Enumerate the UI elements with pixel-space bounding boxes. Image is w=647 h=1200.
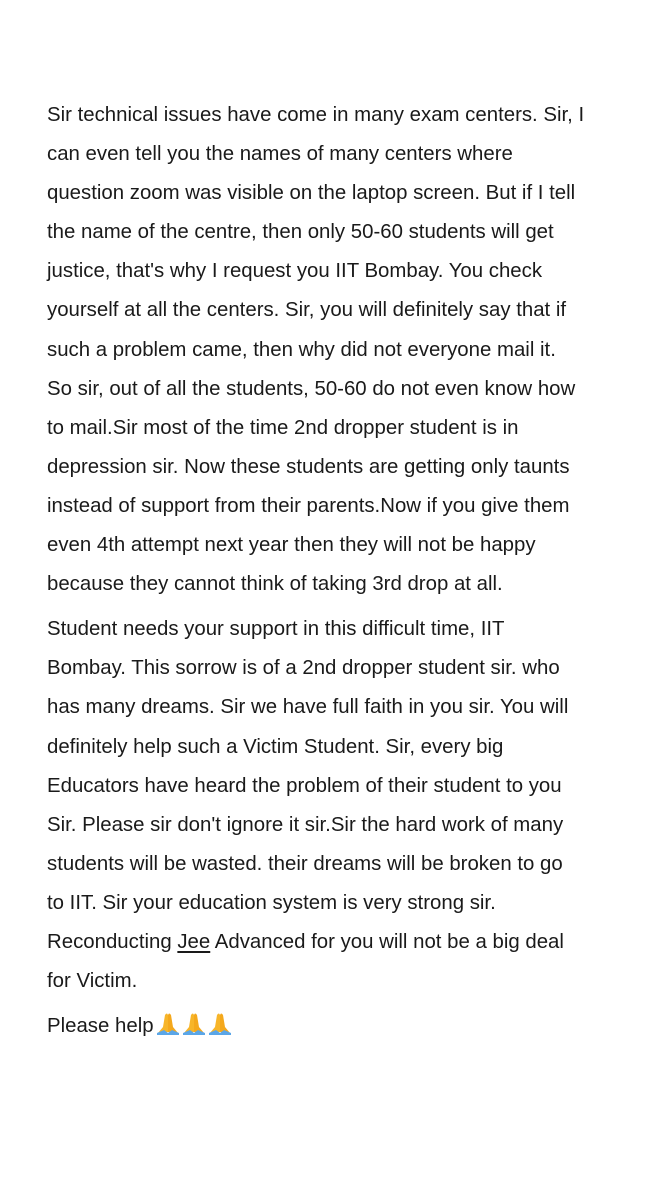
text-line: instead of support from their parents.Now if you give them bbox=[47, 494, 570, 517]
text-line: Sir technical issues have come in many exam centers. Sir, I bbox=[47, 104, 585, 126]
text-line: Student needs your support in this difficult time, IIT bbox=[47, 618, 505, 641]
text-line: students will be wasted. their dreams will be broken to go bbox=[47, 852, 563, 875]
closing-text: Please help bbox=[47, 1015, 154, 1038]
text-line: such a problem came, then why did not everyone mail it. bbox=[47, 338, 556, 361]
text-line: to IIT. Sir your education system is very strong sir. bbox=[47, 891, 496, 914]
paragraph-1 bbox=[47, 96, 627, 604]
text-fragment: Advanced for you will not be a big deal bbox=[210, 930, 564, 953]
text-fragment: Reconducting bbox=[47, 930, 178, 953]
text-line: even 4th attempt next year then they will not be happy bbox=[47, 534, 536, 557]
text-line: because they cannot think of taking 3rd drop at all. bbox=[47, 573, 503, 596]
text-line: definitely help such a Victim Student. Sir, every big bbox=[47, 735, 504, 758]
text-line: the name of the centre, then only 50-60 students will get bbox=[47, 221, 554, 244]
text-line: can even tell you the names of many centers where bbox=[47, 143, 513, 166]
text-line-with-link bbox=[47, 923, 627, 962]
jee-link[interactable]: Jee bbox=[177, 930, 211, 953]
folded-hands-icon bbox=[155, 1011, 233, 1035]
closing-line bbox=[47, 1007, 627, 1046]
text-line: yourself at all the centers. Sir, you will definitely say that if bbox=[47, 299, 567, 322]
text-line: Bombay. This sorrow is of a 2nd dropper student sir. who bbox=[47, 657, 560, 680]
text-line: So sir, out of all the students, 50-60 do not even know how bbox=[47, 377, 576, 400]
text-line: has many dreams. Sir we have full faith in you sir. You will bbox=[47, 696, 569, 719]
text-line: to mail.Sir most of the time 2nd dropper student is in bbox=[47, 416, 519, 439]
text-line: Educators have heard the problem of their student to you bbox=[47, 774, 562, 797]
text-line: Sir. Please sir don't ignore it sir.Sir the hard work of many bbox=[47, 813, 564, 836]
text-line: for Victim. bbox=[47, 970, 138, 993]
document-body bbox=[47, 96, 627, 1052]
text-line: depression sir. Now these students are getting only taunts bbox=[47, 455, 570, 478]
text-line: justice, that's why I request you IIT Bombay. You check bbox=[47, 260, 543, 283]
text-line: question zoom was visible on the laptop screen. But if I tell bbox=[47, 182, 576, 205]
paragraph-2 bbox=[47, 610, 627, 1001]
